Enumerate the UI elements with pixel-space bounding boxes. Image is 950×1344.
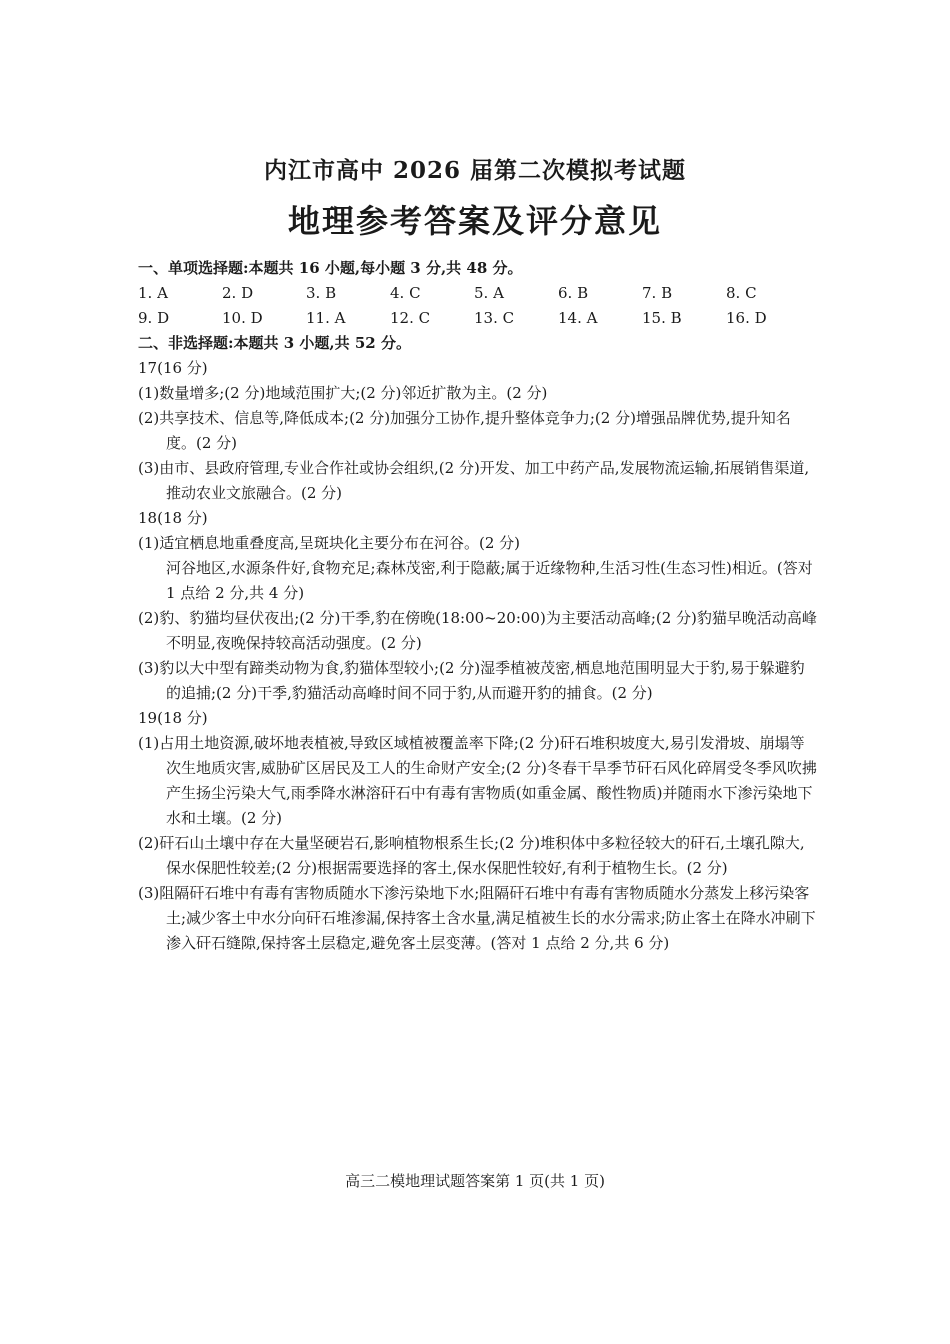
answer-item: 7. B xyxy=(642,284,673,302)
q18-answer-3: (3)豹以大中型有蹄类动物为食,豹猫体型较小;(2 分)湿季植被茂密,栖息地范围明显大于豹,易于躲避豹的追捕;(2 分)干季,豹猫活动高峰时间不同于豹,从而避开豹的捕食。(2 分) xyxy=(138,659,805,702)
answer-item: 10. D xyxy=(222,309,263,327)
answer-item: 4. C xyxy=(390,284,421,302)
section-1-heading: 一、单项选择题:本题共 16 小题,每小题 3 分,共 48 分。 xyxy=(138,259,523,277)
page-footer: 高三二模地理试题答案第 1 页(共 1 页) xyxy=(345,1172,605,1190)
answer-item: 15. B xyxy=(642,309,682,327)
answer-item: 1. A xyxy=(138,284,168,302)
q17-answer-1: (1)数量增多;(2 分)地域范围扩大;(2 分)邻近扩散为主。(2 分) xyxy=(138,384,548,402)
answer-item: 12. C xyxy=(390,309,431,327)
answer-item: 3. B xyxy=(306,284,337,302)
answer-content xyxy=(138,256,818,956)
question-19-heading: 19(18 分) xyxy=(138,709,208,727)
section-2-heading: 二、非选择题:本题共 3 小题,共 52 分。 xyxy=(138,334,411,352)
answer-item: 9. D xyxy=(138,309,170,327)
document-title: 地理参考答案及评分意见 xyxy=(287,202,662,240)
q19-answer-2: (2)矸石山土壤中存在大量坚硬岩石,影响植物根系生长;(2 分)堆积体中多粒径较大的矸石,土壤孔隙大,保水保肥性较差;(2 分)根据需要选择的客土,保水保肥性较好,有利于植物生长。(2 分) xyxy=(138,834,805,877)
answer-item: 14. A xyxy=(558,309,598,327)
q18-answer-1-detail: 河谷地区,水源条件好,食物充足;森林茂密,利于隐蔽;属于近缘物种,生活习性(生态习性)相近。(答对 1 点给 2 分,共 4 分) xyxy=(166,559,813,602)
answer-item: 16. D xyxy=(726,309,767,327)
question-18-heading: 18(18 分) xyxy=(138,509,208,527)
answer-item: 2. D xyxy=(222,284,254,302)
answer-item: 5. A xyxy=(474,284,504,302)
q19-answer-1: (1)占用土地资源,破坏地表植被,导致区域植被覆盖率下降;(2 分)矸石堆积坡度大,易引发滑坡、崩塌等次生地质灾害,威胁矿区居民及工人的生命财产安全;(2 分)冬春干旱季节矸石风化碎屑受冬季风吹拂产生扬尘污染大气,雨季降水淋溶矸石中有毒有害物质(如重金属、酸性物质)并随雨水下渗污染地下水和土壤。(2 分) xyxy=(138,734,817,827)
answer-item: 8. C xyxy=(726,284,757,302)
answer-item: 13. C xyxy=(474,309,515,327)
q18-answer-2: (2)豹、豹猫均昼伏夜出;(2 分)干季,豹在傍晚(18:00~20:00)为主要活动高峰;(2 分)豹猫早晚活动高峰不明显,夜晚保持较高活动强度。(2 分) xyxy=(138,609,817,652)
q19-answer-3: (3)阻隔矸石堆中有毒有害物质随水下渗污染地下水;阻隔矸石堆中有毒有害物质随水分蒸发上移污染客土;减少客土中水分向矸石堆渗漏,保持客土含水量,满足植被生长的水分需求;防止客土在降水冲刷下渗入矸石缝隙,保持客土层稳定,避免客土层变薄。(答对 1 点给 2 分,共 6 分) xyxy=(138,884,816,952)
choice-answer-grid xyxy=(138,281,818,331)
answer-item: 6. B xyxy=(558,284,589,302)
question-17-heading: 17(16 分) xyxy=(138,359,208,377)
answer-item: 11. A xyxy=(306,309,346,327)
q18-answer-1: (1)适宜栖息地重叠度高,呈斑块化主要分布在河谷。(2 分) xyxy=(138,534,521,552)
q17-answer-3: (3)由市、县政府管理,专业合作社或协会组织,(2 分)开发、加工中药产品,发展物流运输,拓展销售渠道,推动农业文旅融合。(2 分) xyxy=(138,459,810,502)
q17-answer-2: (2)共享技术、信息等,降低成本;(2 分)加强分工协作,提升整体竞争力;(2 分)增强品牌优势,提升知名度。(2 分) xyxy=(138,409,791,452)
exam-title: 内江市高中 2026 届第二次模拟考试题 xyxy=(263,157,687,184)
